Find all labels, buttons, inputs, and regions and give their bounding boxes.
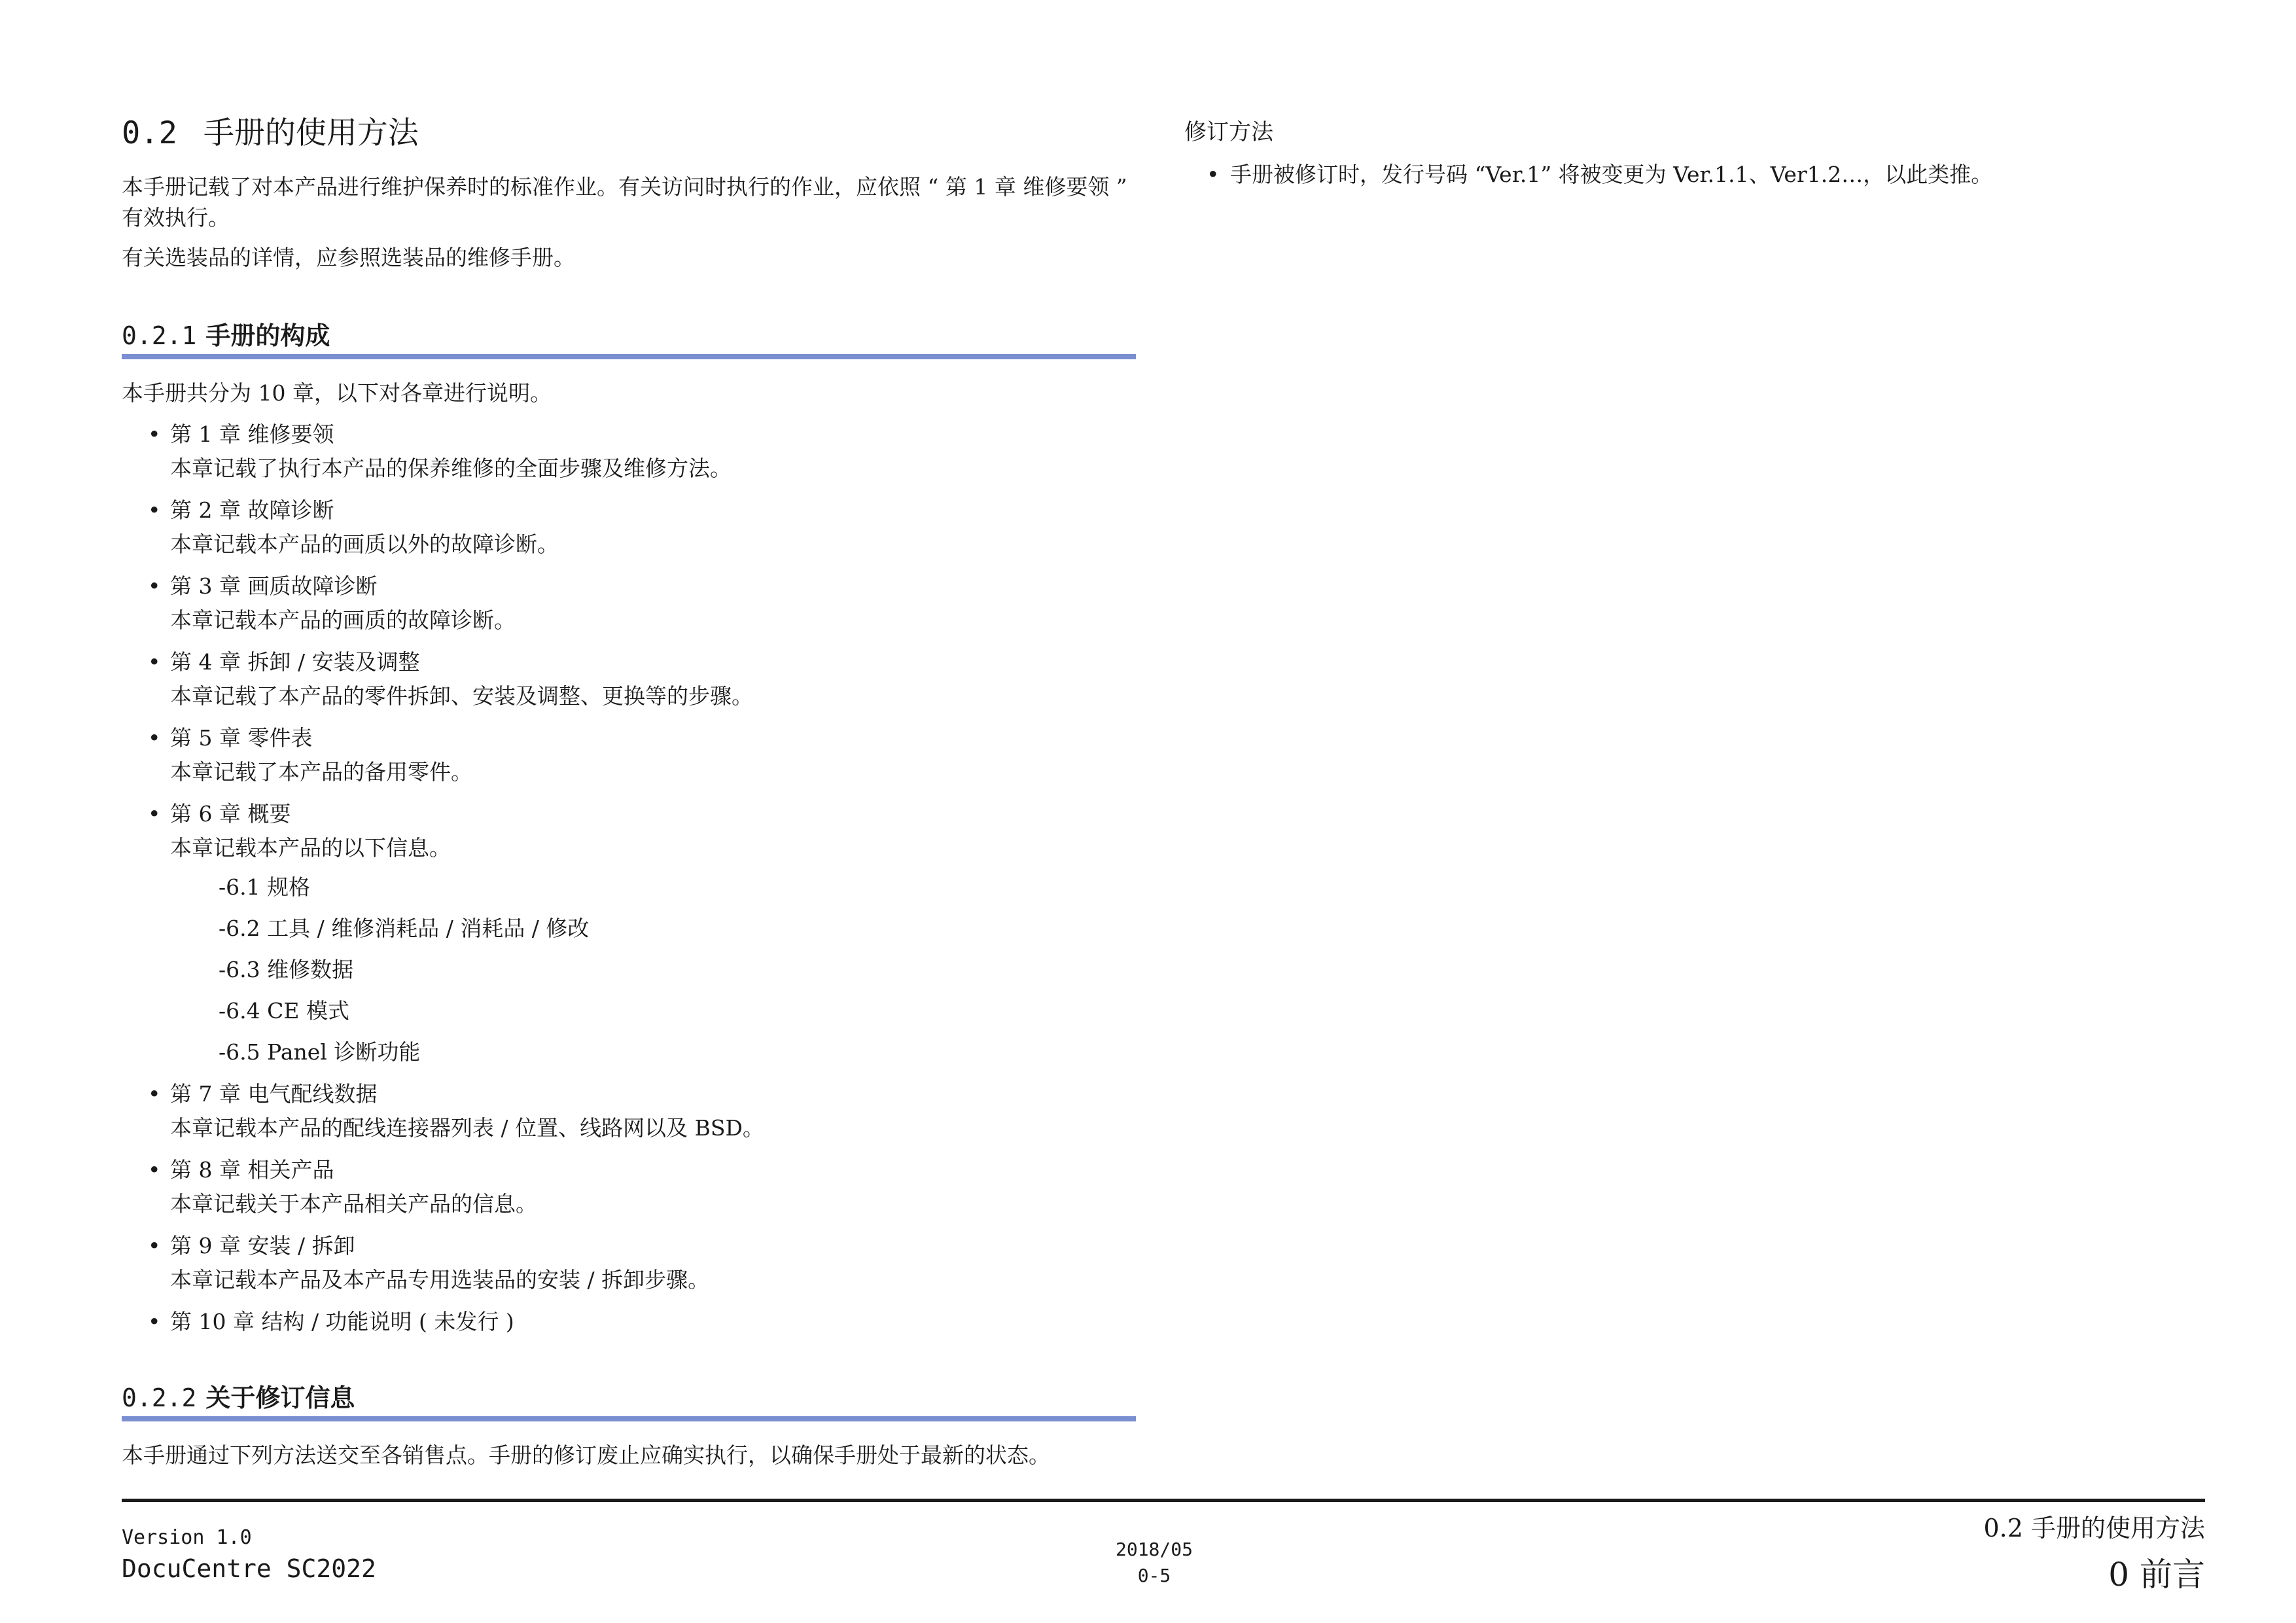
chapter-description: 本章记载了本产品的备用零件。 (170, 759, 472, 785)
footer-center (1082, 1537, 1226, 1589)
composition-number: 0.2.1 (122, 321, 197, 350)
chapter-item (122, 1229, 1136, 1297)
chapter-subitem: -6.2 工具 / 维修消耗品 / 消耗品 / 修改 (219, 916, 590, 941)
chapter-description: 本章记载关于本产品相关产品的信息。 (170, 1191, 537, 1217)
section-title: 手册的使用方法 (203, 115, 419, 151)
chapter-title: • 第 9 章 安装 / 拆卸 (170, 1233, 355, 1258)
chapter-description: 本章记载本产品及本产品专用选装品的安装 / 拆卸步骤。 (170, 1267, 710, 1293)
chapter-item (122, 1077, 1136, 1145)
revision-title: 关于修订信息 (205, 1383, 355, 1412)
footer-version: Version 1.0 (122, 1526, 252, 1549)
revision-method-list (1184, 158, 2205, 191)
footer-chapter: 0 前言 (2108, 1556, 2205, 1594)
footer-date: 2018/05 (1115, 1539, 1193, 1560)
chapter-item (122, 569, 1136, 637)
chapter-sublist (170, 870, 1136, 1069)
chapter-item (122, 645, 1136, 713)
chapter-title: • 第 7 章 电气配线数据 (170, 1081, 378, 1107)
chapter-subitem: -6.4 CE 模式 (219, 998, 349, 1024)
section-intro-1: 本手册记载了对本产品进行维护保养时的标准作业。有关访问时执行的作业，应依照 “ 第 1 章 维修要领 ” 有效执行。 (122, 174, 1127, 230)
footer-divider (122, 1499, 2205, 1502)
chapter-description: 本章记载了执行本产品的保养维修的全面步骤及维修方法。 (170, 455, 732, 481)
chapter-title: • 第 1 章 维修要领 (170, 421, 334, 447)
chapter-description: 本章记载了本产品的零件拆卸、安装及调整、更换等的步骤。 (170, 683, 753, 709)
chapter-title: • 第 2 章 故障诊断 (170, 497, 334, 523)
chapter-description: 本章记载本产品的以下信息。 (170, 835, 451, 861)
chapter-item (122, 797, 1136, 1069)
chapter-title: • 第 8 章 相关产品 (170, 1157, 334, 1183)
footer-section: 0.2 手册的使用方法 (1983, 1514, 2205, 1543)
revision-number: 0.2.2 (122, 1383, 197, 1412)
chapter-list (122, 418, 1136, 1339)
revision-method-item: • 手册被修订时，发行号码 “Ver.1” 将被变更为 Ver.1.1、Ver1.2…，以此类推。 (1184, 158, 2205, 191)
composition-heading (122, 319, 1136, 359)
revision-intro: 本手册通过下列方法送交至各销售点。手册的修订废止应确实执行，以确保手册处于最新的状态。 (122, 1442, 1050, 1468)
composition-intro: 本手册共分为 10 章，以下对各章进行说明。 (122, 380, 552, 406)
section-heading (122, 113, 1136, 154)
chapter-item (122, 721, 1136, 789)
chapter-subitem: -6.1 规格 (219, 874, 311, 900)
chapter-title: • 第 4 章 拆卸 / 安装及调整 (170, 649, 420, 675)
section-number: 0.2 (122, 115, 177, 151)
chapter-title: • 第 3 章 画质故障诊断 (170, 573, 378, 599)
chapter-description: 本章记载本产品的画质的故障诊断。 (170, 607, 516, 633)
chapter-title: • 第 10 章 结构 / 功能说明 ( 未发行 ) (170, 1309, 514, 1334)
composition-title: 手册的构成 (205, 321, 330, 350)
revision-method-title: 修订方法 (1184, 119, 1273, 145)
chapter-description: 本章记载本产品的配线连接器列表 / 位置、线路网以及 BSD。 (170, 1115, 764, 1141)
revision-heading (122, 1381, 1136, 1421)
chapter-item (122, 1305, 1136, 1339)
section-intro-2: 有关选装品的详情，应参照选装品的维修手册。 (122, 245, 575, 270)
chapter-description: 本章记载本产品的画质以外的故障诊断。 (170, 531, 559, 557)
chapter-item (122, 493, 1136, 562)
right-column (1184, 113, 2205, 191)
chapter-title: • 第 6 章 概要 (170, 801, 291, 827)
chapter-title: • 第 5 章 零件表 (170, 725, 313, 751)
left-column (122, 113, 1136, 1480)
chapter-item (122, 418, 1136, 486)
footer-product: DocuCentre SC2022 (122, 1554, 376, 1583)
chapter-item (122, 1153, 1136, 1221)
chapter-subitem: -6.3 维修数据 (219, 957, 354, 982)
footer-page-number: 0-5 (1137, 1565, 1171, 1586)
chapter-subitem: -6.5 Panel 诊断功能 (219, 1039, 421, 1065)
